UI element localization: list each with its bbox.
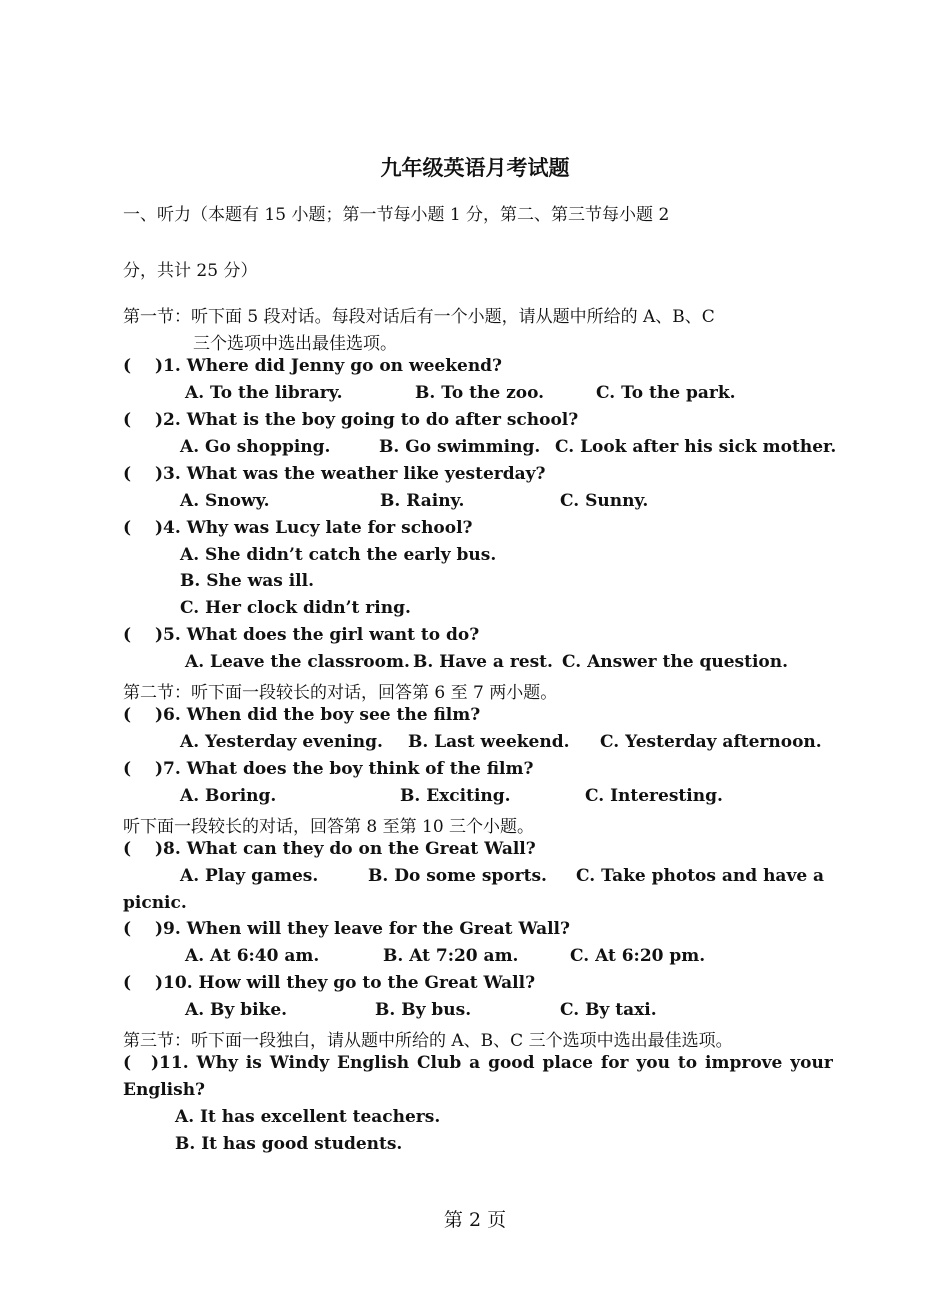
question-stem: )4. Why was Lucy late for school? bbox=[155, 518, 473, 538]
question-11 bbox=[123, 1053, 833, 1073]
q1-option-a: A. To the library. bbox=[185, 383, 343, 403]
question-stem: )3. What was the weather like yesterday? bbox=[155, 464, 546, 484]
q8-option-c-cont: picnic. bbox=[123, 893, 187, 913]
part1-note-a: （本题有 15 小题；第一节每小题 1 分，第二、第三节每小题 2 bbox=[191, 205, 670, 225]
answer-blank[interactable]: ( bbox=[123, 1053, 132, 1073]
answer-blank[interactable]: ( bbox=[123, 919, 132, 939]
answer-blank[interactable]: ( bbox=[123, 973, 132, 993]
q9-option-c: C. At 6:20 pm. bbox=[570, 946, 706, 966]
q2-option-c: C. Look after his sick mother. bbox=[555, 437, 837, 457]
q4-option-c: C. Her clock didn’t ring. bbox=[180, 598, 411, 618]
section3-instruction: 第三节：听下面一段独白，请从题中所给的 A、B、C 三个选项中选出最佳选项。 bbox=[123, 1031, 733, 1051]
q8-option-c: C. Take photos and have a bbox=[576, 866, 825, 886]
q8-option-a: A. Play games. bbox=[180, 866, 319, 886]
section2-instruction: 第二节：听下面一段较长的对话，回答第 6 至 7 两小题。 bbox=[123, 683, 558, 703]
part1-heading: 一、听力 bbox=[123, 205, 191, 225]
q4-option-a: A. She didn’t catch the early bus. bbox=[180, 545, 497, 565]
question-2 bbox=[123, 410, 578, 430]
q6-option-a: A. Yesterday evening. bbox=[180, 732, 383, 752]
q9-option-b: B. At 7:20 am. bbox=[383, 946, 519, 966]
question-11-cont: English? bbox=[123, 1080, 206, 1100]
answer-blank[interactable]: ( bbox=[123, 518, 132, 538]
q10-option-c: C. By taxi. bbox=[560, 1000, 657, 1020]
part1-note-d: 25 分） bbox=[191, 261, 258, 281]
q6-option-c: C. Yesterday afternoon. bbox=[600, 732, 822, 752]
question-stem: )2. What is the boy going to do after school? bbox=[155, 410, 579, 430]
q6-option-b: B. Last weekend. bbox=[408, 732, 570, 752]
answer-blank[interactable]: ( bbox=[123, 759, 132, 779]
exam-title: 九年级英语月考试题 bbox=[380, 155, 570, 180]
page-number: 第 2 页 bbox=[443, 1209, 507, 1231]
question-stem: )6. When did the boy see the film? bbox=[155, 705, 481, 725]
answer-blank[interactable]: ( bbox=[123, 705, 132, 725]
q11-option-a: A. It has excellent teachers. bbox=[175, 1107, 441, 1127]
q11-option-b: B. It has good students. bbox=[175, 1134, 403, 1154]
question-stem: )7. What does the boy think of the film? bbox=[155, 759, 534, 779]
question-10 bbox=[123, 973, 535, 993]
q8-option-b: B. Do some sports. bbox=[368, 866, 547, 886]
answer-blank[interactable]: ( bbox=[123, 464, 132, 484]
question-stem: )8. What can they do on the Great Wall? bbox=[155, 839, 536, 859]
part1-heading-line1 bbox=[123, 200, 669, 225]
section1-instruction: 第一节：听下面 5 段对话。每段对话后有一个小题，请从题中所给的 A、B、C bbox=[123, 307, 715, 327]
answer-blank[interactable]: ( bbox=[123, 839, 132, 859]
q5-option-c: C. Answer the question. bbox=[562, 652, 789, 672]
section1-instruction-cont: 三个选项中选出最佳选项。 bbox=[193, 334, 397, 354]
q7-option-b: B. Exciting. bbox=[400, 786, 511, 806]
question-4 bbox=[123, 518, 473, 538]
answer-blank[interactable]: ( bbox=[123, 625, 132, 645]
q1-option-c: C. To the park. bbox=[596, 383, 736, 403]
answer-blank[interactable]: ( bbox=[123, 356, 132, 376]
q3-option-c: C. Sunny. bbox=[560, 491, 649, 511]
question-stem: )10. How will they go to the Great Wall? bbox=[155, 973, 536, 993]
q4-option-b: B. She was ill. bbox=[180, 571, 315, 591]
q2-option-a: A. Go shopping. bbox=[180, 437, 331, 457]
part1-note-b: 分，共 bbox=[123, 261, 174, 281]
q7-option-a: A. Boring. bbox=[180, 786, 277, 806]
question-1 bbox=[123, 356, 502, 376]
q10-option-a: A. By bike. bbox=[185, 1000, 288, 1020]
question-stem: )1. Where did Jenny go on weekend? bbox=[155, 356, 503, 376]
q2-option-b: B. Go swimming. bbox=[379, 437, 541, 457]
question-5 bbox=[123, 625, 479, 645]
q5-option-a: A. Leave the classroom. bbox=[185, 652, 410, 672]
question-6 bbox=[123, 705, 480, 725]
q3-option-b: B. Rainy. bbox=[380, 491, 465, 511]
question-8 bbox=[123, 839, 536, 859]
question-stem: )5. What does the girl want to do? bbox=[155, 625, 480, 645]
q5-option-b: B. Have a rest. bbox=[413, 652, 553, 672]
question-stem: )9. When will they leave for the Great Wall? bbox=[155, 919, 570, 939]
part1-note-c: 计 bbox=[174, 261, 191, 281]
section2b-instruction: 听下面一段较长的对话，回答第 8 至第 10 三个小题。 bbox=[123, 817, 535, 837]
question-9 bbox=[123, 919, 570, 939]
question-7 bbox=[123, 759, 533, 779]
q9-option-a: A. At 6:40 am. bbox=[185, 946, 320, 966]
q10-option-b: B. By bus. bbox=[375, 1000, 472, 1020]
question-stem: )11. Why is Windy English Club a good place for you to improve your bbox=[151, 1053, 833, 1073]
question-3 bbox=[123, 464, 545, 484]
q1-option-b: B. To the zoo. bbox=[415, 383, 545, 403]
answer-blank[interactable]: ( bbox=[123, 410, 132, 430]
q7-option-c: C. Interesting. bbox=[585, 786, 723, 806]
q3-option-a: A. Snowy. bbox=[180, 491, 270, 511]
part1-heading-line2 bbox=[123, 256, 257, 281]
